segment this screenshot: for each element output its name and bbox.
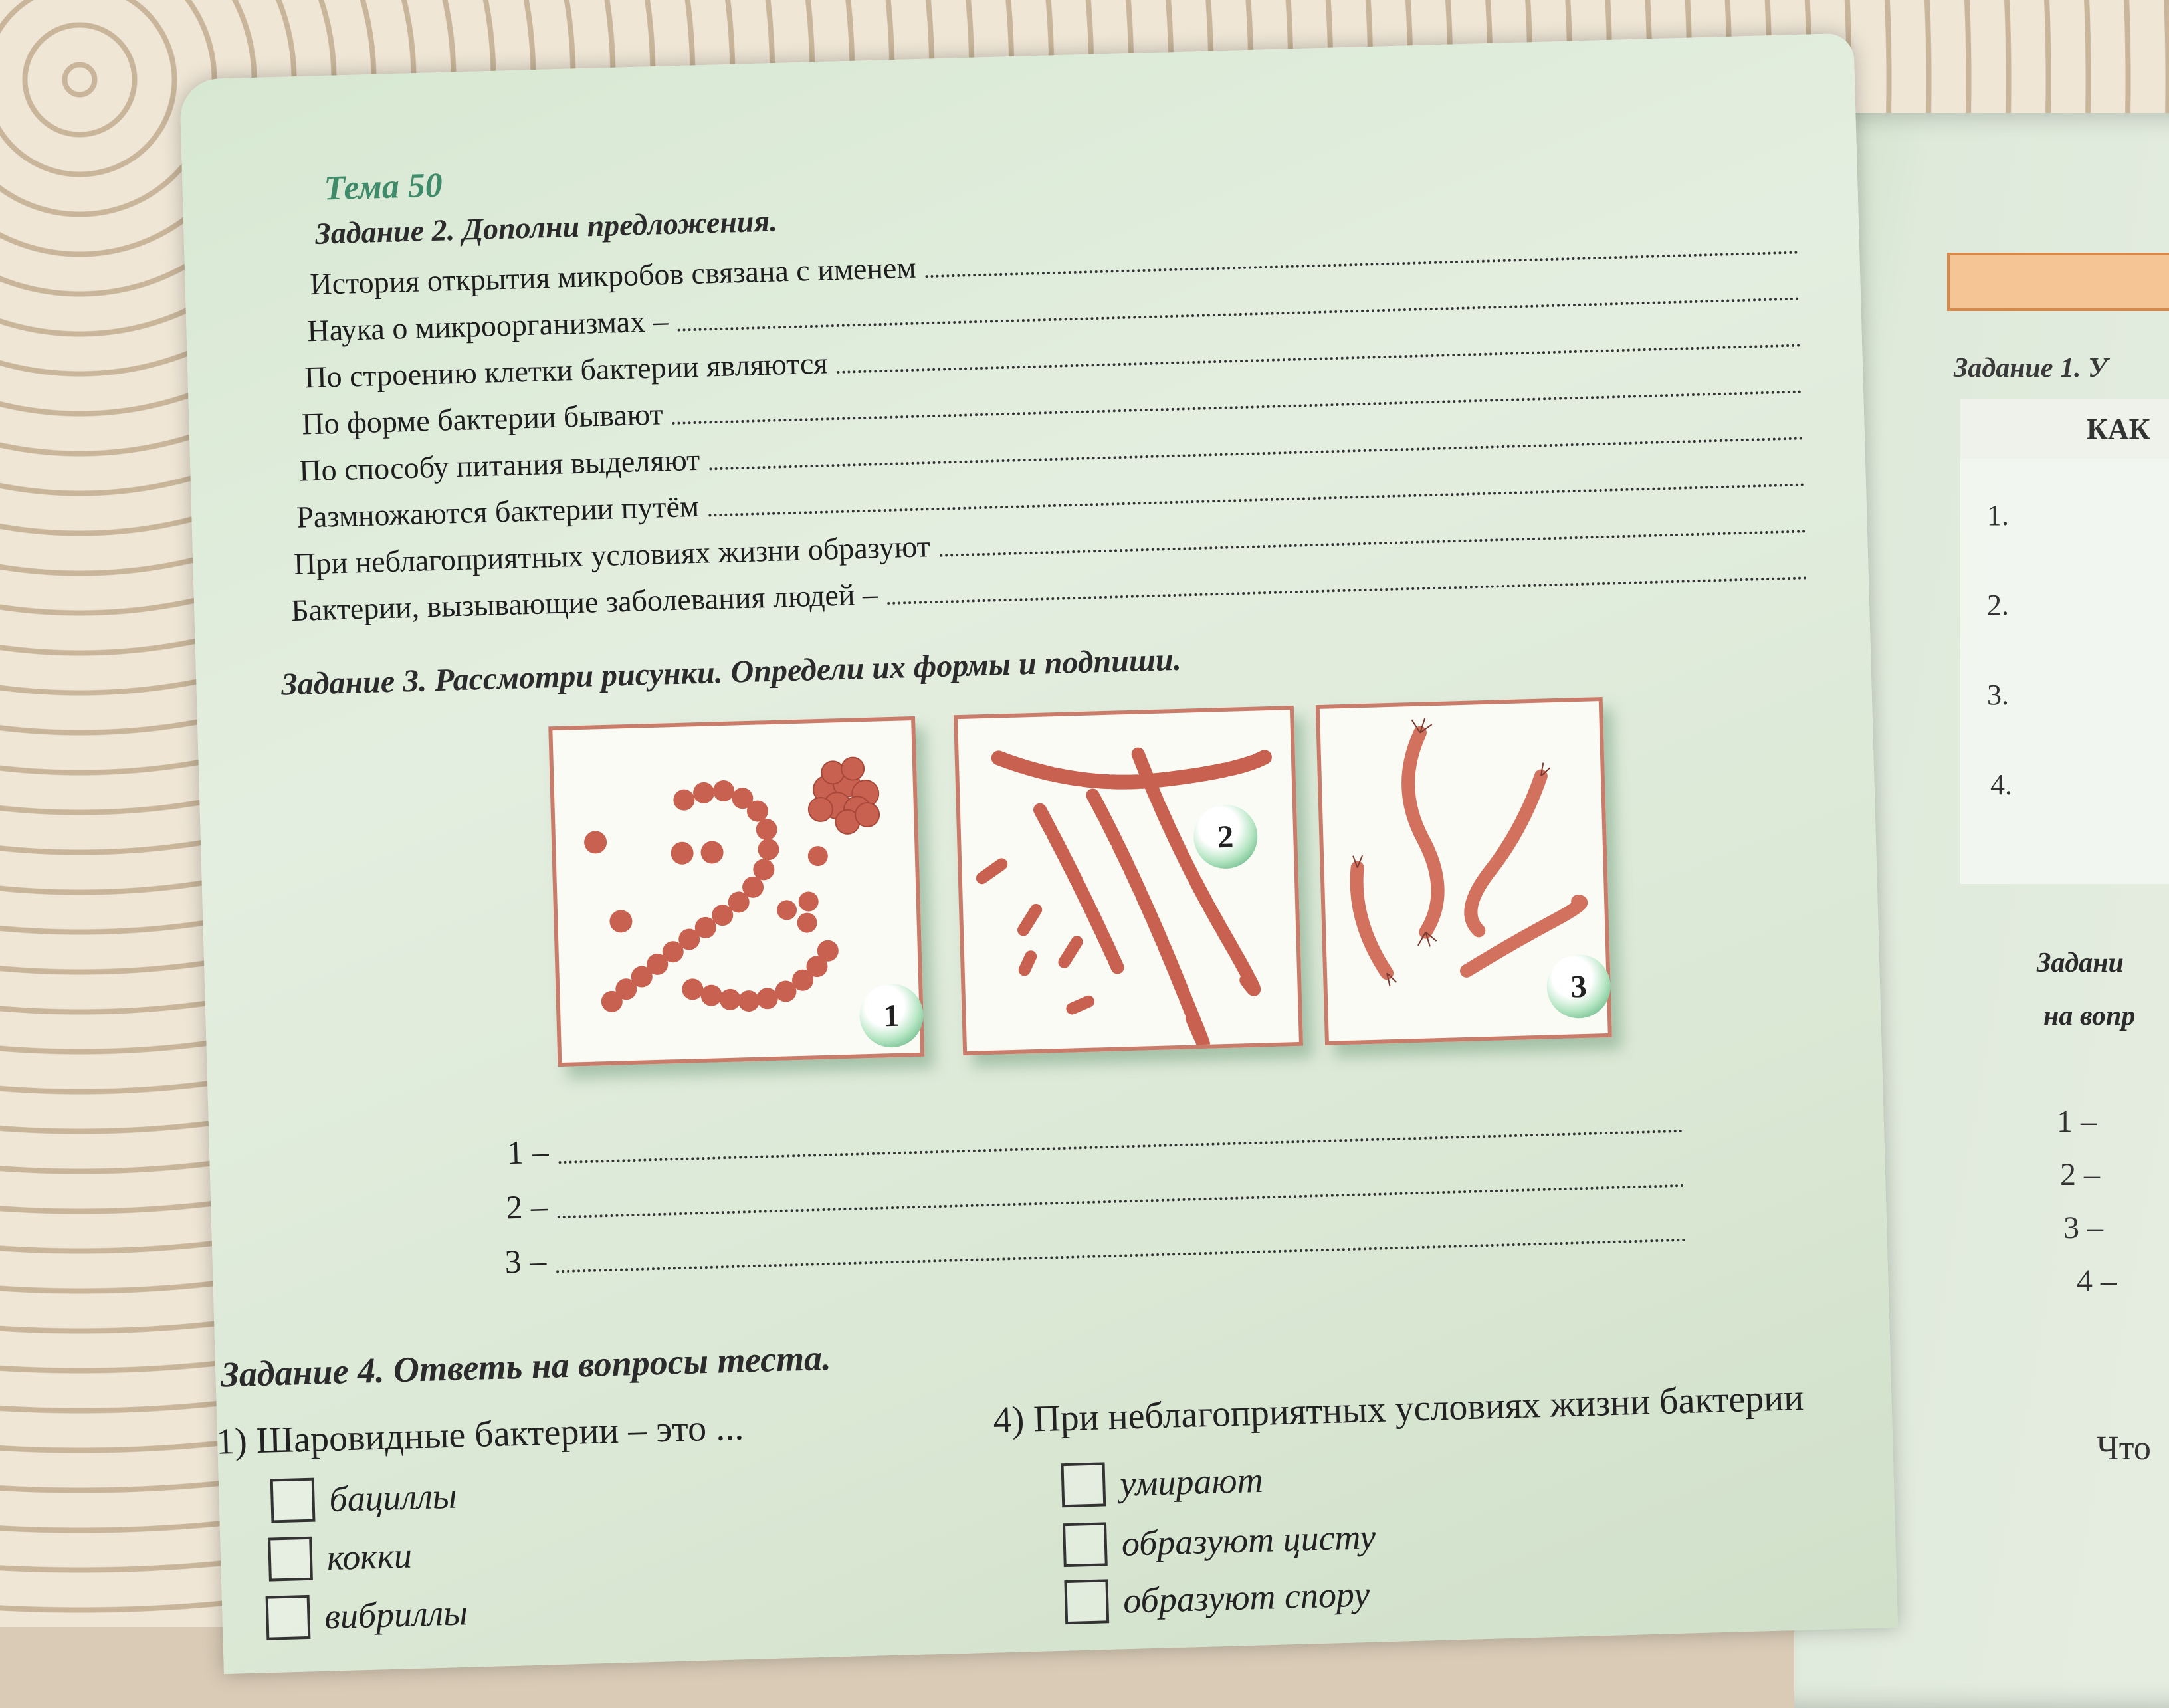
- right-task-next: Задани: [2037, 948, 2124, 978]
- right-table-header: КАК: [1960, 399, 2169, 459]
- figure-3-number: 3: [1546, 954, 1611, 1019]
- task2-title: Задание 2. Дополни предложения.: [314, 203, 778, 251]
- q1-option-vibrio[interactable]: вибриллы: [266, 1590, 468, 1640]
- task3-answer-3[interactable]: 3 –: [504, 1210, 1687, 1281]
- question-1: 1) Шаровидные бактерии – это ...: [215, 1406, 744, 1463]
- right-item-3: 3.: [1987, 679, 2009, 711]
- task3-answer-2[interactable]: 2 –: [506, 1155, 1685, 1227]
- right-item-4: 4.: [1990, 768, 2012, 801]
- right-item-2: 2.: [1987, 589, 2009, 621]
- checkbox[interactable]: [270, 1478, 316, 1523]
- checkbox[interactable]: [266, 1595, 311, 1640]
- figure-1-number: 1: [859, 983, 924, 1049]
- checkbox[interactable]: [1063, 1522, 1108, 1567]
- task4-title: Задание 4. Ответь на вопросы теста.: [220, 1337, 832, 1395]
- figure-2-number: 2: [1193, 804, 1259, 870]
- topic-title: Тема 50: [323, 166, 443, 208]
- task2-line-3[interactable]: По строению клетки бактерии являются: [304, 318, 1802, 395]
- right-task-next-2: на вопр: [2043, 1001, 2136, 1031]
- q1-option-cocci[interactable]: кокки: [268, 1534, 412, 1582]
- task2-line-4[interactable]: По форме бактерии бывают: [302, 364, 1803, 441]
- task3-answer-1[interactable]: 1 –: [506, 1101, 1683, 1172]
- checkbox[interactable]: [268, 1537, 313, 1582]
- bacilli-illustration: [958, 710, 1299, 1051]
- right-answer-2: 2 –: [2060, 1157, 2100, 1192]
- task2-line-2[interactable]: Наука о микроорганизмах –: [307, 272, 1800, 349]
- right-item-1: 1.: [1987, 499, 2009, 532]
- checkbox[interactable]: [1064, 1579, 1109, 1624]
- right-task1-title: Задание 1. У: [1954, 353, 2108, 383]
- right-answer-1: 1 –: [2057, 1104, 2097, 1139]
- task2-line-6[interactable]: Размножаются бактерии путём: [296, 457, 1806, 534]
- right-table: [1960, 399, 2169, 884]
- task2-line-8[interactable]: Бактерии, вызывающие заболевания людей –: [290, 550, 1808, 628]
- task2-line-1[interactable]: История открытия микробов связана с именем: [310, 225, 1799, 302]
- figure-3-spirilla: [1316, 697, 1612, 1045]
- question-4: 4) При неблагоприятных условиях жизни бактерии: [992, 1376, 1804, 1441]
- q4-option-spore[interactable]: образуют спору: [1064, 1572, 1370, 1624]
- task3-title: Задание 3. Рассмотри рисунки. Определи их формы и подпиши.: [280, 641, 1182, 702]
- right-answer-4: 4 –: [2077, 1263, 2117, 1299]
- task2-line-5[interactable]: По способу питания выделяют: [299, 411, 1804, 488]
- figure-2-bacilli: [954, 706, 1303, 1055]
- q4-option-die[interactable]: умирают: [1061, 1458, 1263, 1507]
- checkbox[interactable]: [1061, 1462, 1106, 1507]
- q1-option-bacilli[interactable]: бациллы: [270, 1474, 458, 1523]
- right-page-banner: [1947, 253, 2169, 311]
- right-answer-3: 3 –: [2063, 1210, 2103, 1245]
- right-bottom-text: Что: [2097, 1430, 2151, 1467]
- task2-line-7[interactable]: При неблагоприятных условиях жизни образуют: [293, 504, 1806, 582]
- q4-option-cyst[interactable]: образуют цисту: [1063, 1515, 1376, 1567]
- figure-1-cocci: [548, 716, 924, 1067]
